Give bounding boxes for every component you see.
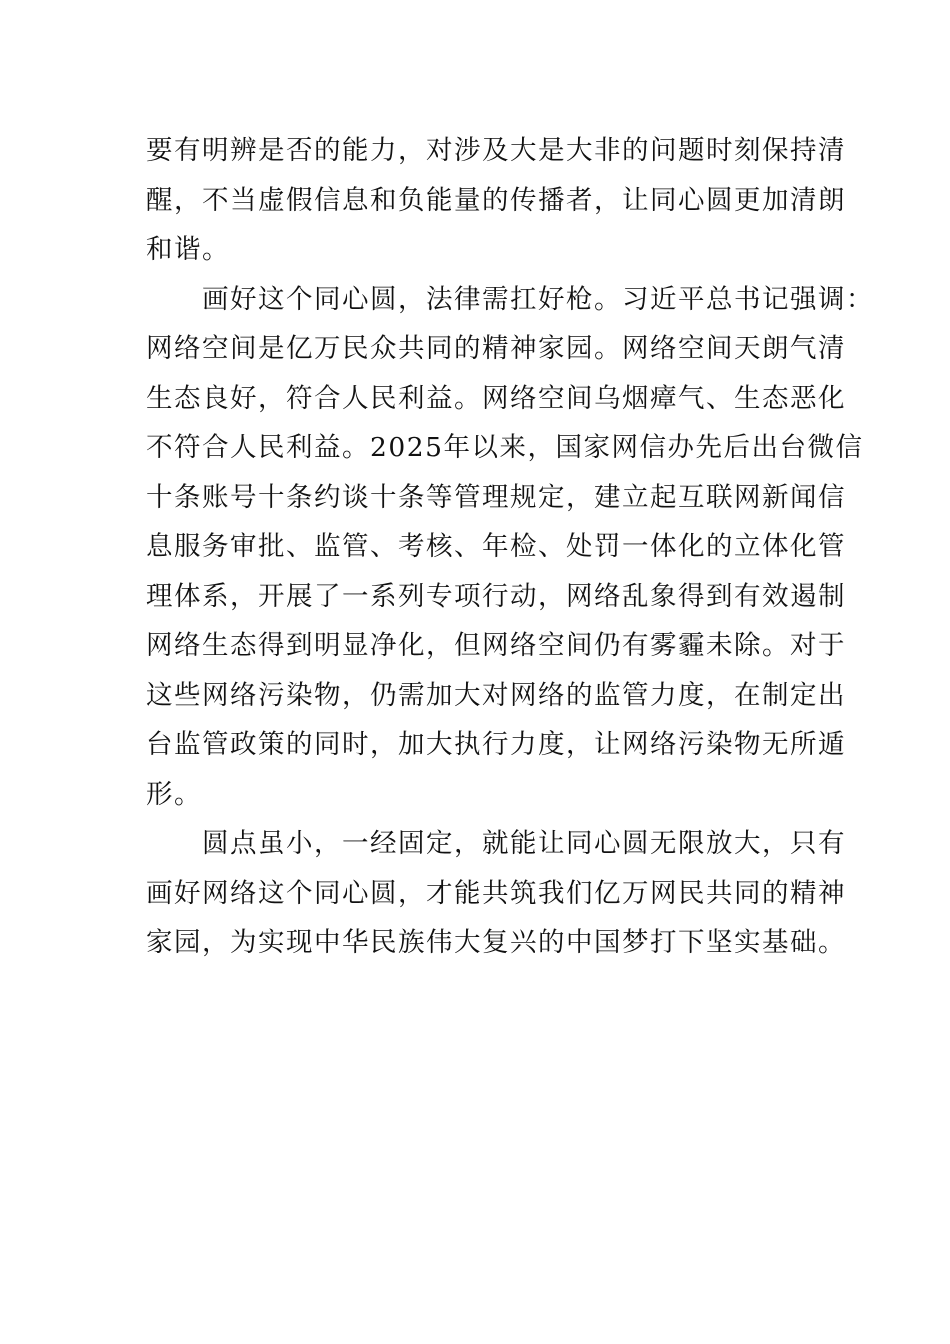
paragraph-3 bbox=[146, 819, 846, 968]
text-line: 理体系，开展了一系列专项行动，网络乱象得到有效遏制 bbox=[146, 580, 846, 612]
paragraph-1 bbox=[146, 126, 846, 275]
text-line: 网络生态得到明显净化，但网络空间仍有雾霾未除。对于 bbox=[146, 630, 846, 661]
text-line: 画好网络这个同心圆，才能共筑我们亿万网民共同的精神 bbox=[146, 877, 846, 909]
text-line: 形。 bbox=[146, 778, 202, 810]
text-line: 不符合人民利益。2025年以来，国家网信办先后出台微信 bbox=[146, 432, 864, 463]
text-line: 醒，不当虚假信息和负能量的传播者，让同心圆更加清朗 bbox=[146, 184, 846, 216]
text-line: 画好这个同心圆，法律需扛好枪。习近平总书记强调： bbox=[146, 283, 874, 315]
text-line: 台监管政策的同时，加大执行力度，让网络污染物无所遁 bbox=[146, 729, 846, 760]
text-line: 网络空间是亿万民众共同的精神家园。网络空间天朗气清 bbox=[146, 333, 846, 364]
text-line: 圆点虽小，一经固定，就能让同心圆无限放大，只有 bbox=[146, 828, 846, 859]
text-line: 这些网络污染物，仍需加大对网络的监管力度，在制定出 bbox=[146, 679, 846, 711]
text-line: 要有明辨是否的能力，对涉及大是大非的问题时刻保持清 bbox=[146, 135, 846, 166]
paragraph-2 bbox=[146, 275, 874, 820]
text-line: 家园，为实现中华民族伟大复兴的中国梦打下坚实基础。 bbox=[146, 927, 846, 958]
document-body bbox=[146, 126, 874, 968]
text-line: 息服务审批、监管、考核、年检、处罚一体化的立体化管 bbox=[146, 531, 846, 562]
text-line: 和谐。 bbox=[146, 234, 230, 265]
text-line: 生态良好，符合人民利益。网络空间乌烟瘴气、生态恶化 bbox=[146, 382, 846, 414]
text-line: 十条账号十条约谈十条等管理规定，建立起互联网新闻信 bbox=[146, 481, 846, 513]
